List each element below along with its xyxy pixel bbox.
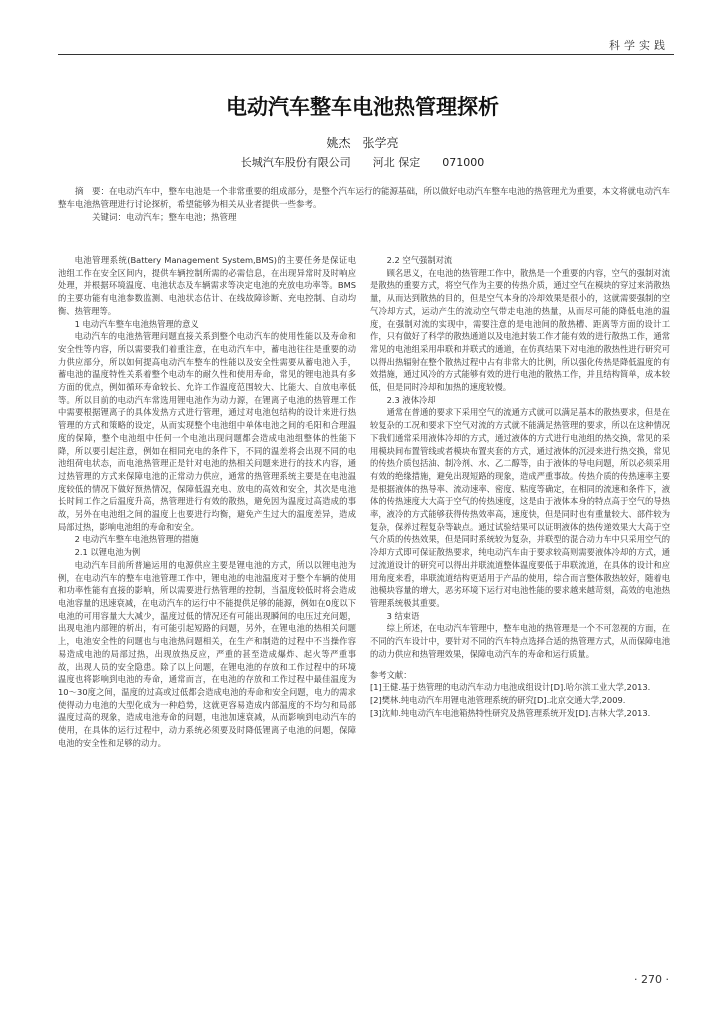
abstract-block [58, 186, 674, 225]
affiliation: 长城汽车股份有限公司 河北 保定 071000 [240, 156, 485, 169]
section-heading: 3 结束语 [386, 610, 420, 621]
paragraph: 通常在普通的要求下采用空气的流通方式就可以满足基本的散热要求，但是在较复杂的工况和要求下空气对流的方式就不能满足热管理的要求，所以在这种情况下我们通常采用液体冷却的方式，通过液体的方式进行电池组的热交换，常见的采用模块间布置管线或者模块布置夹套的方式，通过液体的沉浸来进行热交换，常见的传热介质包括油、制冷剂、水、乙二醇等，由于液体的导电问题，所以必须采用有效的绝缘措施，避免出现短路的现象，造成严重事故。传热介质的传热速率主要是根据液体的热导率、流动速率、密度、粘度等确定，在相同的流速和条件下，液体的传热速度大大高于空气的传热速度，这是由于液体本身的特点高于空气的导热率，液冷的方式能够获得传热效率高，速度快，但是同时也有重量较大、部件较为复杂，保养过程复杂等缺点。通过试验结果可以证明液体的热传递效果大大高于空气介质的传热效果，但是同时系统较为复杂，并联型的混合动力车中只采用空气的冷却方式即可保证散热要求，纯电动汽车由于要求较高则需要液体冷却的方式，通过流道设计的研究可以得出并联流道整体温度要低于串联流道，在具体的设计和应用角度来看，串联流道结构更适用于产品的使用，综合而言整体散热较好，随着电池模块容量的增大，恶劣环境下运行对电池性能的要求越来越苛刻，高效的电池热管理系统极其重要。 [370, 407, 670, 608]
reference-item: [3]沈帅.纯电动汽车电池箱热特性研究及热管理系统开发[D].吉林大学,2013. [370, 707, 651, 718]
subsection-heading: 2.2 空气强制对流 [386, 255, 453, 265]
paragraph: 综上所述，在电动汽车管理中，整车电池的热管理是一个不可忽视的方面，在不同的汽车设计中，要针对不同的汽车特点选择合适的热管理方式，从而保障电池的动力供应和热管理效果，保障电动汽车的寿命和运行质量。 [370, 623, 670, 659]
reference-item: [2]樊林.纯电动汽车用锂电池管理系统的研究[D].北京交通大学,2009. [370, 694, 626, 705]
section-label: 科学实践 [609, 39, 669, 52]
page-number: · 270 · [634, 973, 669, 986]
section-heading: 1 电动汽车整车电池热管理的意义 [74, 318, 199, 329]
paragraph: 电动汽车的电池热管理问题直接关系到整个电动汽车的使用性能以及寿命和安全性等内容，所以需要我们着重注意，在电动汽车中，蓄电池往往是重要的动力供应部分，所以如何提高电动汽车整车的性能以及安全性需要从蓄电池入手，蓄电池的温度特性关系着整个电动车的耐久性和使用寿命，常见的锂电池具有多方面的优点，例如循环寿命较长、允许工作温度范围较大、比能大、自放电率低等。所以目前的电动汽车常选用锂电池作为动力源，在锂离子电池的热管理工作中需要根据锂离子的具体发热方式进行管理，通过对电池包结构的设计来进行热管理的方式和策略的设定，从而实现整个电池组中单体电池之间的毛阳和合理温度的保障，整个电池组中任何一个电池出现问题都会造成电池组整体的性能下降，所以要引起注意，例如在相同充电的条件下，不同的温差将会出现不同的电池组荷电状态，而电池热管理正是针对电池的热相关问题来进行的技术内容，通过热管理的方式来保障电池的正常动力供应，通常的热管理系统主要是在电池温度较低的情况下做好预热情况，保障低温充电、放电的高效和安全，其次是电池长时间工作之后温度升高，热管理进行有效的散热，避免因为温度过高造成的事故，另外在电池组之间的温度上也要进行均衡，避免产生过大的温度差异，造成局部过热，影响电池组的寿命和安全。 [58, 331, 356, 532]
right-column [370, 254, 670, 719]
subsection-heading: 2.3 液体冷却 [386, 394, 436, 405]
subsection-heading: 2.1 以锂电池为例 [74, 547, 141, 558]
keywords: 关键词：电动汽车；整车电池；热管理 [92, 213, 237, 223]
header-rule [58, 54, 674, 55]
section-heading: 2 电动汽车整车电池热管理的措施 [74, 534, 199, 545]
left-column [58, 254, 356, 749]
abstract-text: 摘 要：在电动汽车中，整车电池是一个非常重要的组成部分，是整个汽车运行的能源基础，所以做好电动汽车整车电池的热管理尤为重要，本文将就电动汽车整车电池热管理进行讨论探析，希望能够为相关从业者提供一些参考。 [58, 187, 671, 210]
references-label: 参考文献： [370, 669, 412, 680]
reference-item: [1]王健.基于热管理的电动汽车动力电池成组设计[D].哈尔滨工业大学,2013. [370, 682, 651, 693]
paragraph: 电池管理系统(Battery Management System,BMS)的主要任务是保证电池组工作在安全区间内，提供车辆控制所需的必需信息，在出现异常时及时响应处理，并根据环境温度、电池状态及车辆需求等决定电池的充放电功率等。BMS的主要功能有电池参数监测、电池状态估计、在线故障诊断、充电控制、自动均衡、热管理等。 [58, 255, 356, 316]
paragraph: 顾名思义，在电池的热管理工作中，散热是一个重要的内容，空气的强制对流是散热的重要方式，将空气作为主要的传热介质，通过空气在模块的穿过来消散热量，从而达到散热的目的，但是空气本身的冷却效果是很小的，这就需要强制的空气冷却方式，运动产生的流动空气带走电池的热量，从而尽可能的降低电池的温度，在强制对流的实现中，需要注意的是电池间的散热槽、距离等方面的设计工作，只有做好了科学的散热通道以及电池封装工作才能有效的进行散热工作，通常常见的电池组采用串联和并联式的通道，在仿真结果下对电池的散热性进行研究可以得出热辐射在整个散热过程中占有非常大的比例，所以强化传热是降低温度的有效措施，通过风冷的方式能够有效的进行电池的散热工作，并且结构简单，成本较低，但是同时冷却和加热的速度较慢。 [370, 267, 670, 393]
authors: 姚杰 张学亮 [326, 136, 399, 150]
paragraph: 电动汽车目前所普遍运用的电源供应主要是锂电池的方式，所以以锂电池为例，在电动汽车的整车电池管理工作中，锂电池的电池温度对于整个车辆的使用和功率性能有直接的影响，所以需要进行热管理的控制，当温度较低时将会造成电池容量的迅速衰减，在电动汽车的运行中不能提供足够的能源，例如在0度以下电池的可用容量大大减少，温度过低的情况还有可能出现瞬间的电压过充问题，出现电池内部锂的析出，有可能引起短路的问题，另外，在锂电池的热相关问题上，电池安全性的问题也与电池热问题相关，在生产和制造的过程中不当操作容易造成电池的局部过热，出现放热反应，严重的甚至造成爆炸、起火等严重事故，出现人员的安全隐患。除了以上问题，在锂电池的存放和工作过程中的环境温度也将影响到电池的寿命，通常而言，在电池的存放和工作过程中最佳温度为10～30度之间，温度的过高或过低都会造成电池的寿命和安全问题，电力的需求使得动力电池的大型化成为一种趋势，这就更容易造成内部温度的不均匀和局部温度过高的现象，造成电池寿命的问题，电池加速衰减，从而影响到电动汽车的使用，在具体的运行过程中，动力系统必须要及时降低锂离子电池的问题，保障电池的安全性和足够的动力。 [58, 559, 356, 748]
article-title: 电动汽车整车电池热管理探析 [226, 95, 499, 119]
